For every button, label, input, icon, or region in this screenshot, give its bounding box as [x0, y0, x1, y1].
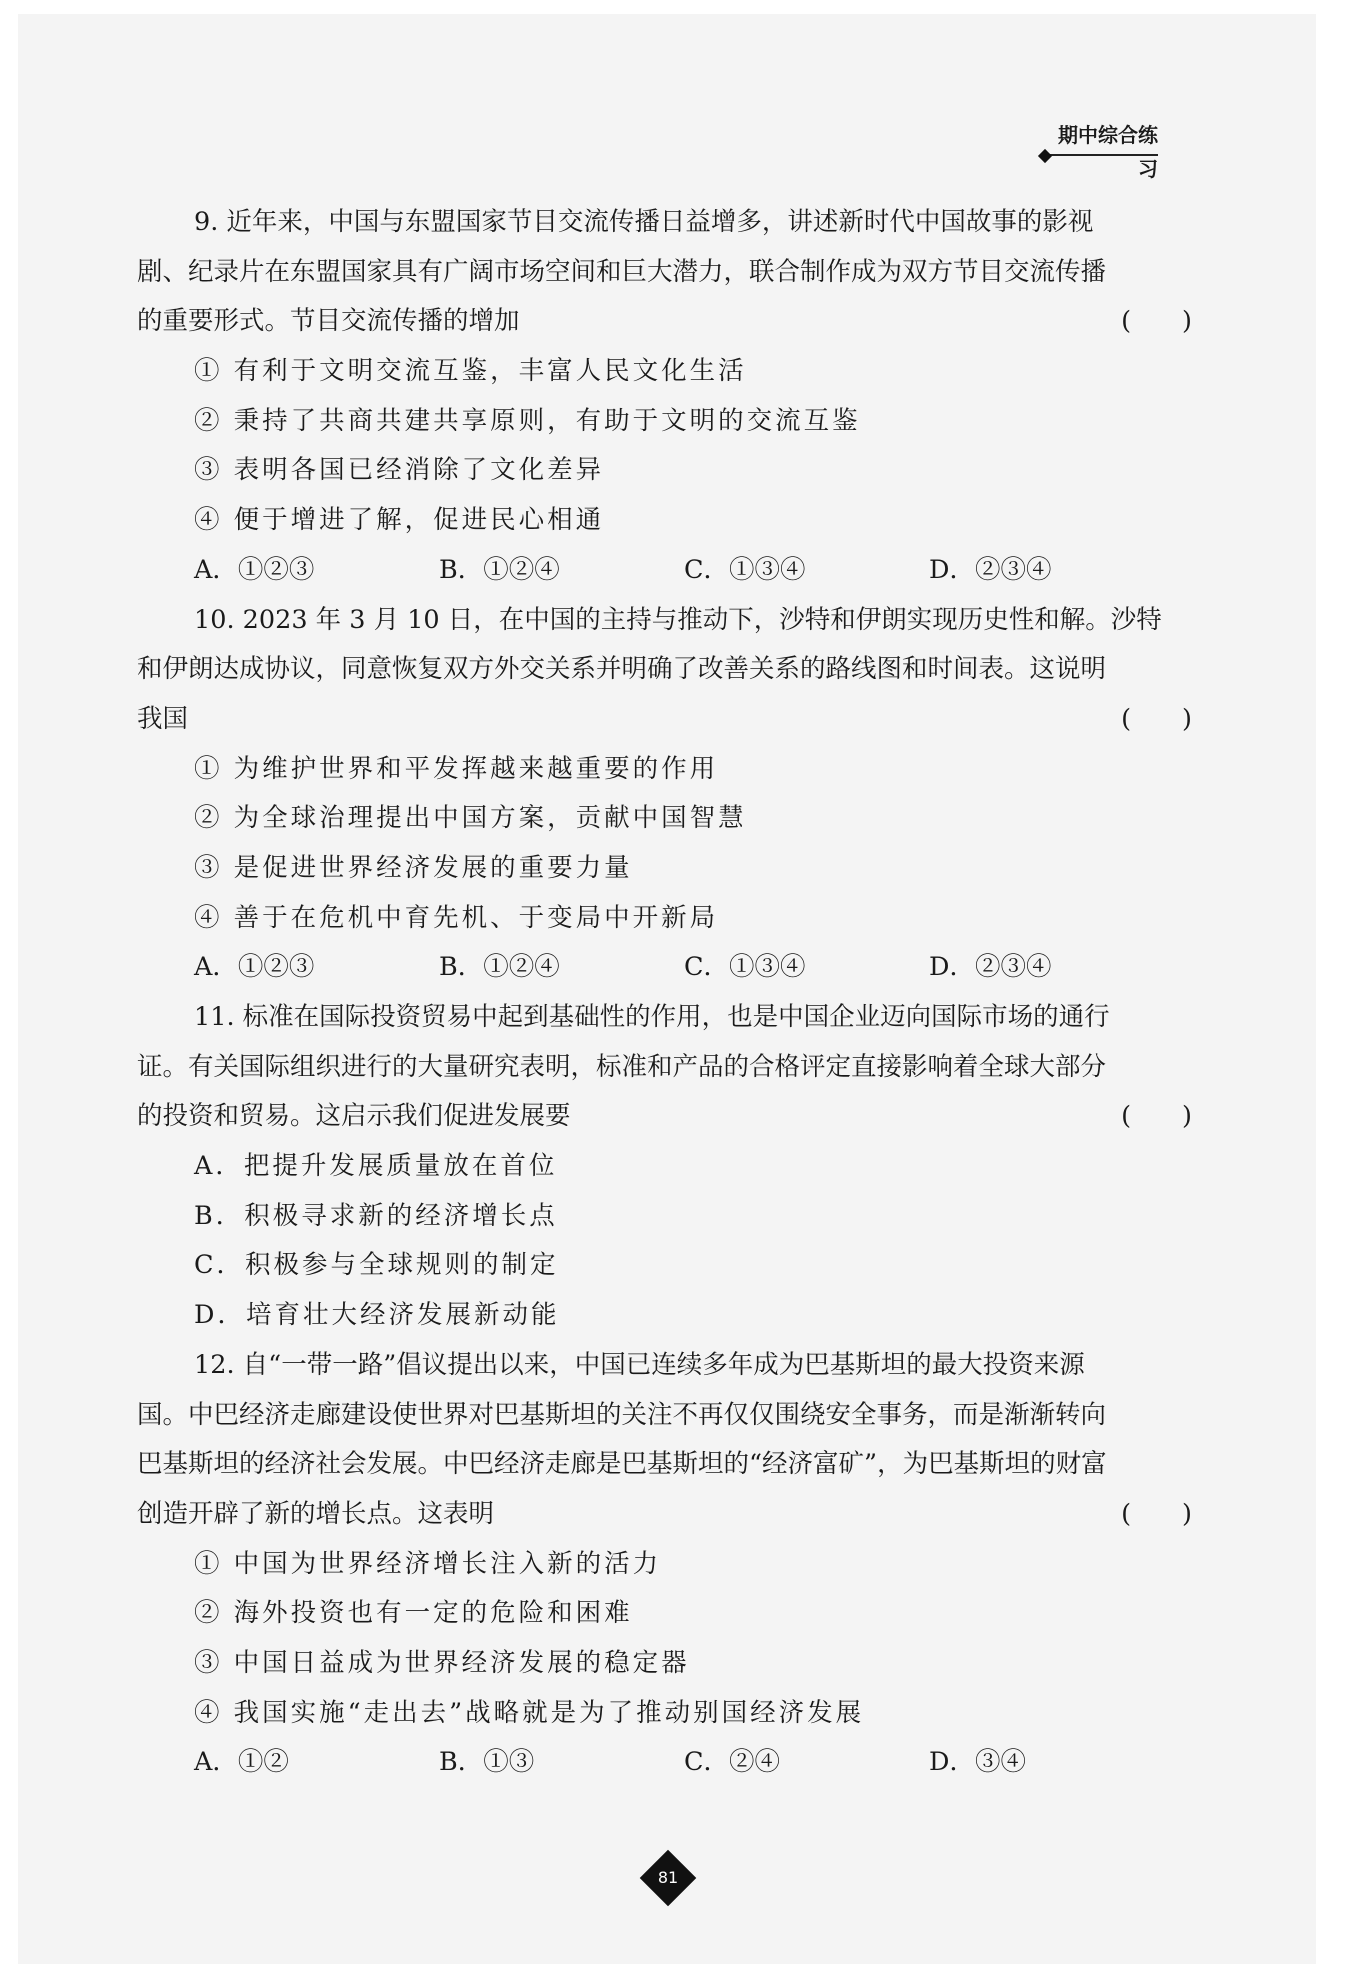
statement-item: ② 秉持了共商共建共享原则，有助于文明的交流互鉴: [194, 405, 861, 436]
choice-b: B．积极寻求新的经济增长点: [194, 1200, 558, 1231]
statement-item: ④ 善于在危机中育先机、于变局中开新局: [194, 902, 719, 933]
question-stem-line: [137, 297, 1192, 347]
question-12: [137, 1341, 1192, 1788]
statement-item: ③ 表明各国已经消除了文化差异: [194, 455, 605, 486]
statement-item: ③ 中国日益成为世界经济发展的稳定器: [194, 1647, 690, 1678]
choice-d: D．培育壮大经济发展新动能: [194, 1300, 560, 1331]
choice-d: D．②③④: [929, 952, 1052, 983]
statement-item: ② 为全球治理提出中国方案，贡献中国智慧: [194, 803, 747, 834]
question-stem-line: [137, 1092, 1192, 1142]
page-number: 81: [657, 1868, 679, 1887]
question-stem-text: 我国: [137, 703, 189, 734]
running-header: [1048, 118, 1158, 181]
choice-c: C．②④: [684, 1747, 781, 1778]
diamond-bullet-icon: [1038, 149, 1052, 163]
answer-blank: ( ): [1121, 703, 1192, 734]
choice-a: A．①②③: [194, 554, 315, 585]
statement-item: ② 海外投资也有一定的危险和困难: [194, 1598, 633, 1629]
choice-a: A．①②: [194, 1747, 289, 1778]
answer-choices: [137, 546, 1192, 596]
choice-a: A．把提升发展质量放在首位: [194, 1151, 558, 1182]
question-list: [137, 198, 1192, 1788]
page-number-badge: [640, 1850, 697, 1907]
answer-choices: [137, 1738, 1192, 1788]
question-stem-line: [137, 1490, 1192, 1540]
question-stem-text: 创造开辟了新的增长点。这表明: [137, 1498, 495, 1529]
choice-b: B．①②④: [439, 554, 560, 585]
question-stem-line: 剧、纪录片在东盟国家具有广阔市场空间和巨大潜力，联合制作成为双方节目交流传播: [137, 256, 1107, 287]
answer-blank: ( ): [1121, 306, 1192, 337]
question-stem-line: 10. 2023 年 3 月 10 日，在中国的主持与推动下，沙特和伊朗实现历史性和解。沙特: [194, 604, 1162, 635]
choice-b: B．①②④: [439, 952, 560, 983]
question-11: [137, 993, 1192, 1341]
header-title: 期中综合练习: [1058, 123, 1158, 181]
question-9: [137, 198, 1192, 596]
question-stem-line: 和伊朗达成协议，同意恢复双方外交关系并明确了改善关系的路线图和时间表。这说明: [137, 654, 1107, 685]
question-stem-text: 的投资和贸易。这启示我们促进发展要: [137, 1101, 571, 1132]
answer-blank: ( ): [1121, 1498, 1192, 1529]
statement-item: ④ 我国实施“走出去”战略就是为了推动别国经济发展: [194, 1697, 865, 1728]
choice-d: D．③④: [929, 1747, 1026, 1778]
statement-item: ④ 便于增进了解，促进民心相通: [194, 505, 605, 536]
choice-b: B．①③: [439, 1747, 535, 1778]
choice-c: C．积极参与全球规则的制定: [194, 1250, 559, 1281]
choice-c: C．①③④: [684, 554, 806, 585]
answer-choices: [137, 943, 1192, 993]
choice-a: A．①②③: [194, 952, 315, 983]
question-stem-line: 巴基斯坦的经济社会发展。中巴经济走廊是巴基斯坦的“经济富矿”，为巴基斯坦的财富: [137, 1449, 1107, 1480]
question-stem-line: 证。有关国际组织进行的大量研究表明，标准和产品的合格评定直接影响着全球大部分: [137, 1051, 1107, 1082]
question-stem-line: [137, 695, 1192, 745]
answer-blank: ( ): [1121, 1101, 1192, 1132]
question-stem-line: 国。中巴经济走廊建设使世界对巴基斯坦的关注不再仅仅围绕安全事务，而是渐渐转向: [137, 1399, 1107, 1430]
statement-item: ① 有利于文明交流互鉴，丰富人民文化生活: [194, 356, 747, 387]
question-10: [137, 596, 1192, 994]
question-stem-text: 的重要形式。节目交流传播的增加: [137, 306, 520, 337]
statement-item: ③ 是促进世界经济发展的重要力量: [194, 852, 633, 883]
choice-d: D．②③④: [929, 554, 1052, 585]
choice-c: C．①③④: [684, 952, 806, 983]
statement-item: ① 为维护世界和平发挥越来越重要的作用: [194, 753, 719, 784]
question-stem-line: 11. 标准在国际投资贸易中起到基础性的作用，也是中国企业迈向国际市场的通行: [194, 1002, 1110, 1032]
statement-item: ① 中国为世界经济增长注入新的活力: [194, 1548, 662, 1579]
question-stem-line: 12. 自“一带一路”倡议提出以来，中国已连续多年成为巴基斯坦的最大投资来源: [194, 1349, 1085, 1380]
question-stem-line: 9. 近年来，中国与东盟国家节目交流传播日益增多，讲述新时代中国故事的影视: [194, 207, 1094, 237]
